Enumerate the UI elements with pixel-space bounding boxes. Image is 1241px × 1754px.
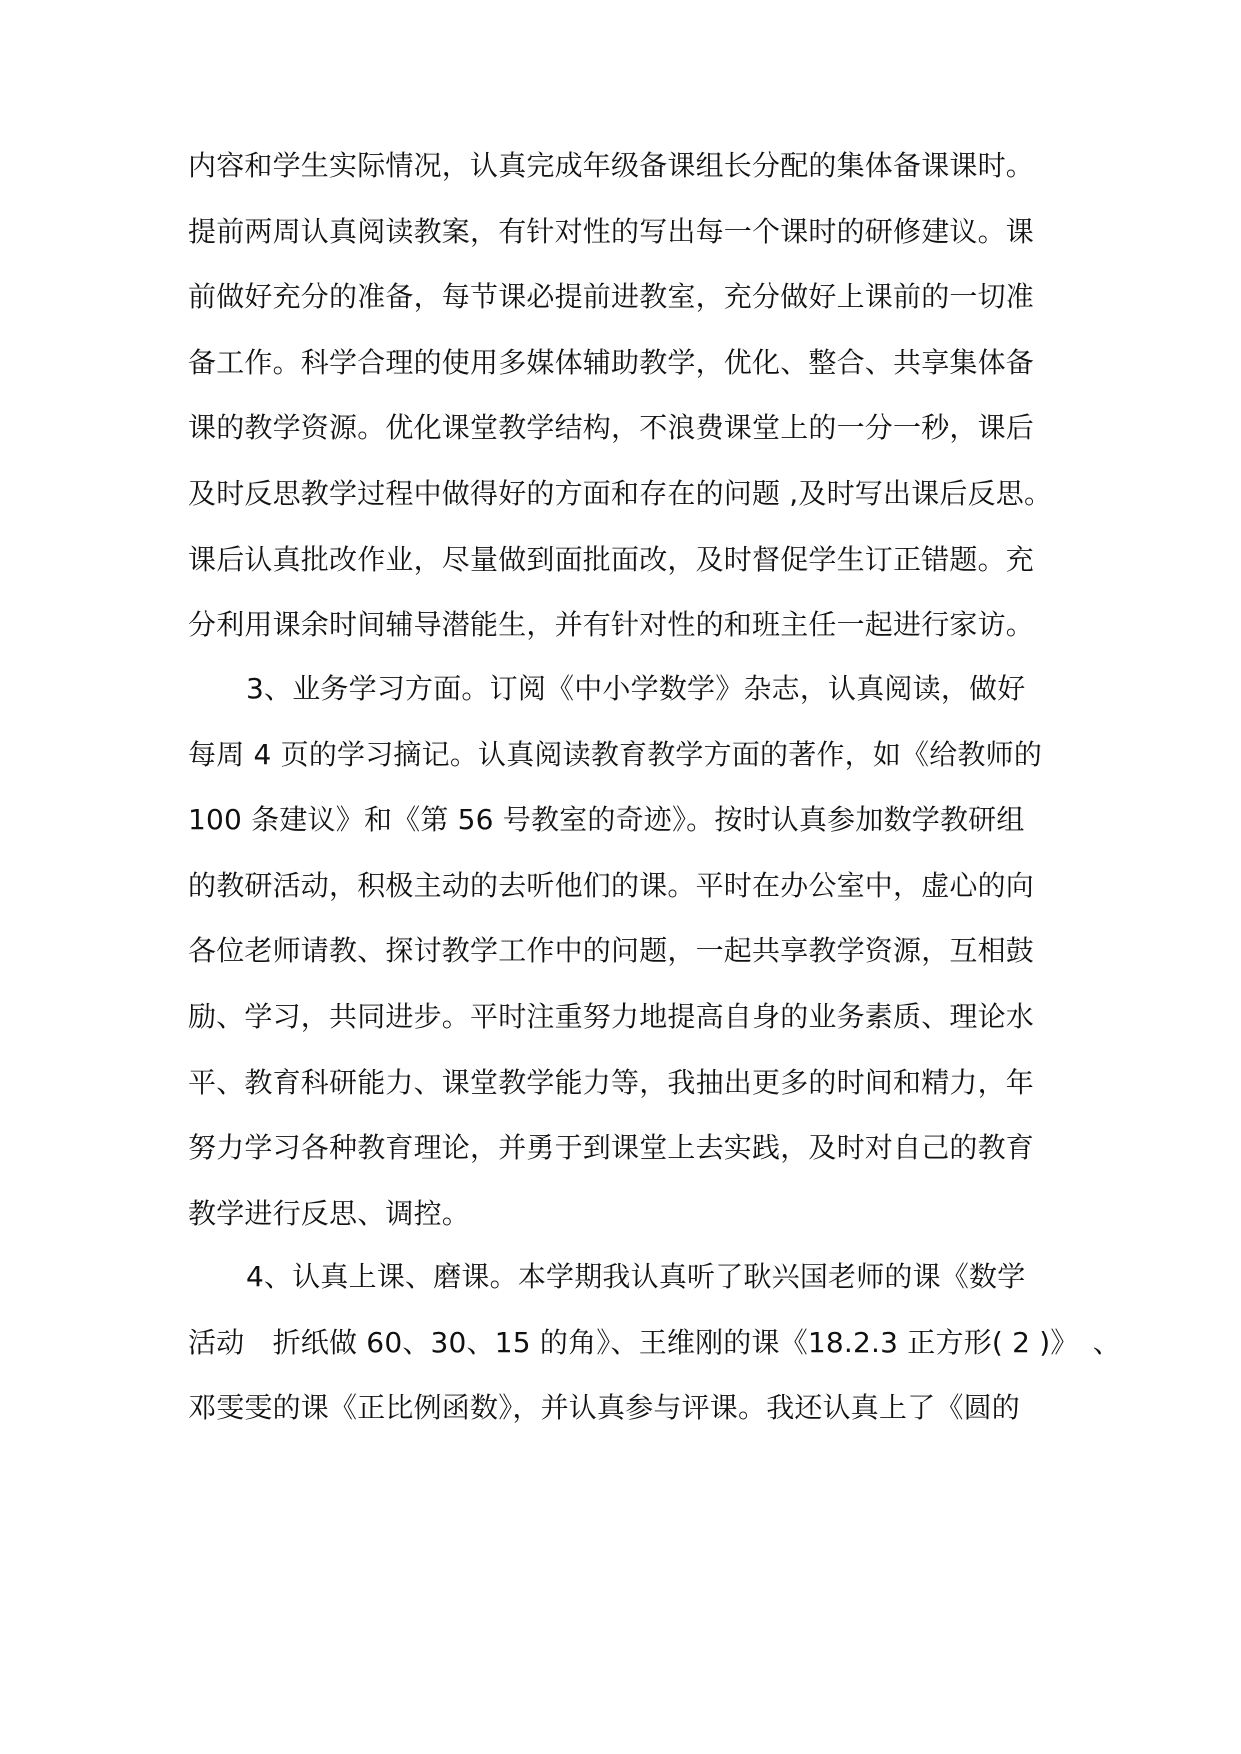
text-line: 教学进行反思、调控。 xyxy=(188,1196,471,1230)
text-line: 活动 折纸做 60、30、15 的角》、王维刚的课《18.2.3 正方形( 2 )》 、 xyxy=(188,1325,1121,1359)
text-line: 100 条建议》和《第 56 号教室的奇迹》。按时认真参加数学教研组 xyxy=(188,803,1025,837)
text-line: 课的教学资源。优化课堂教学结构，不浪费课堂上的一分一秒，课后 xyxy=(188,411,1035,445)
text-line: 的教研活动，积极主动的去听他们的课。平时在办公室中，虚心的向 xyxy=(188,868,1035,902)
text-line: 及时反思教学过程中做得好的方面和存在的问题 ,及时写出课后反思。 xyxy=(188,476,1053,510)
text-line: 备工作。科学合理的使用多媒体辅助教学，优化、整合、共享集体备 xyxy=(188,345,1035,379)
text-line: 课后认真批改作业，尽量做到面批面改，及时督促学生订正错题。充 xyxy=(188,542,1035,576)
text-line: 邓雯雯的课《正比例函数》，并认真参与评课。我还认真上了《圆的 xyxy=(188,1391,1021,1425)
text-line: 分利用课余时间辅导潜能生，并有针对性的和班主任一起进行家访。 xyxy=(188,608,1035,642)
text-line: 3、业务学习方面。订阅《中小学数学》杂志，认真阅读，做好 xyxy=(246,672,1026,705)
text-line: 内容和学生实际情况，认真完成年级备课组长分配的集体备课课时。 xyxy=(188,149,1035,182)
text-line: 4、认真上课、磨课。本学期我认真听了耿兴国老师的课《数学 xyxy=(246,1260,1026,1293)
paragraph-teaching-preparation xyxy=(188,133,1068,658)
paragraph-lessons xyxy=(188,1244,1121,1441)
text-line: 平、教育科研能力、课堂教学能力等，我抽出更多的时间和精力，年 xyxy=(188,1065,1035,1099)
text-line: 各位老师请教、探讨教学工作中的问题，一起共享教学资源，互相鼓 xyxy=(188,934,1035,968)
paragraph-professional-study xyxy=(188,656,1068,1246)
text-line: 每周 4 页的学习摘记。认真阅读教育教学方面的著作，如《给教师的 xyxy=(188,737,1043,771)
text-line: 前做好充分的准备，每节课必提前进教室，充分做好上课前的一切准 xyxy=(188,280,1035,314)
text-line: 励、学习，共同进步。平时注重努力地提高自身的业务素质、理论水 xyxy=(188,999,1035,1033)
text-line: 提前两周认真阅读教案，有针对性的写出每一个课时的研修建议。课 xyxy=(188,214,1035,248)
text-line: 努力学习各种教育理论，并勇于到课堂上去实践，及时对自己的教育 xyxy=(188,1131,1035,1165)
